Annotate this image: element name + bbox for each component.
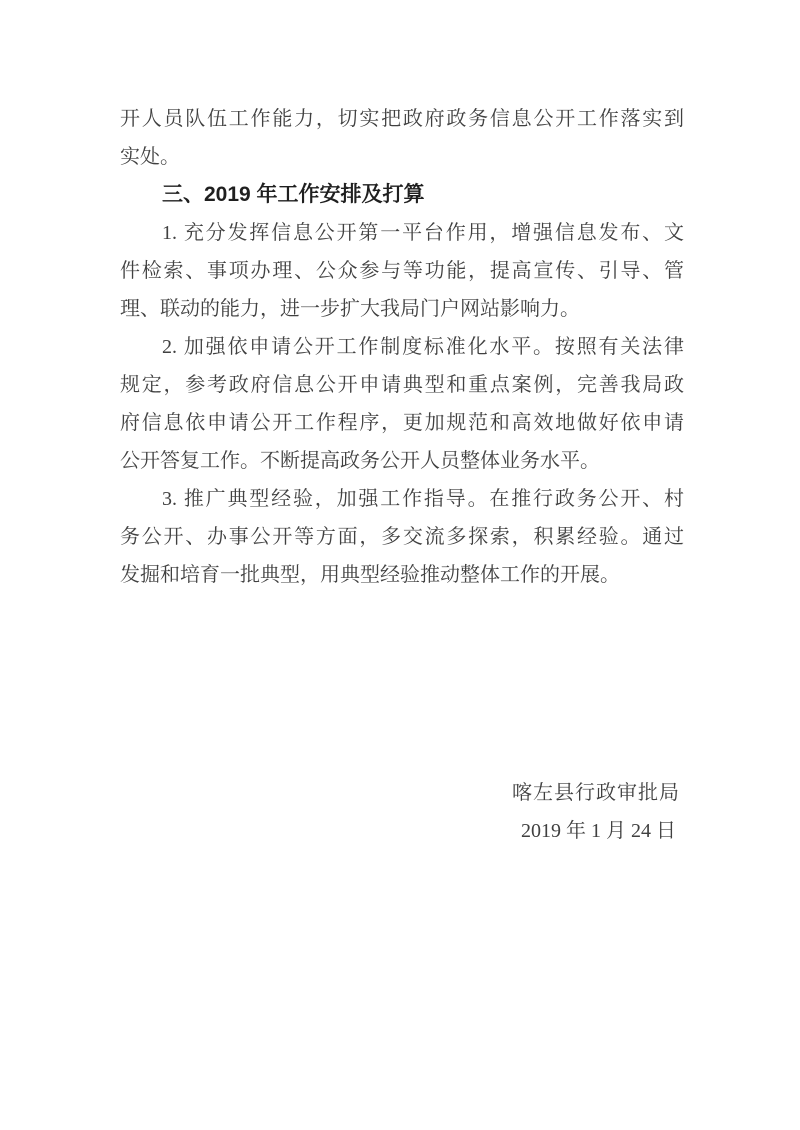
body-line: 发掘和培育一批典型，用典型经验推动整体工作的开展。 bbox=[120, 564, 620, 586]
body-line: 1. 充分发挥信息公开第一平台作用，增强信息发布、文 bbox=[162, 222, 684, 244]
body-line: 件检索、事项办理、公众参与等功能，提高宣传、引导、管 bbox=[120, 260, 684, 282]
body-line: 理、联动的能力，进一步扩大我局门户网站影响力。 bbox=[120, 298, 580, 320]
body-line: 开人员队伍工作能力，切实把政府政务信息公开工作落实到 bbox=[120, 108, 684, 130]
signature-block bbox=[120, 774, 684, 850]
body-line: 2. 加强依申请公开工作制度标准化水平。按照有关法律 bbox=[162, 336, 684, 358]
signature-date: 2019 年 1 月 24 日 bbox=[521, 820, 676, 842]
section-heading: 三、2019 年工作安排及打算 bbox=[162, 183, 425, 206]
document-text-area bbox=[120, 100, 684, 850]
body-line: 府信息依申请公开工作程序，更加规范和高效地做好依申请 bbox=[120, 412, 684, 434]
body-line: 公开答复工作。不断提高政务公开人员整体业务水平。 bbox=[120, 450, 600, 472]
signature-organization: 喀左县行政审批局 bbox=[512, 782, 680, 804]
body-line: 务公开、办事公开等方面，多交流多探索，积累经验。通过 bbox=[120, 526, 684, 548]
body-line: 实处。 bbox=[120, 146, 180, 168]
body-line: 规定，参考政府信息公开申请典型和重点案例，完善我局政 bbox=[120, 374, 684, 396]
body-line: 3. 推广典型经验，加强工作指导。在推行政务公开、村 bbox=[162, 488, 684, 510]
